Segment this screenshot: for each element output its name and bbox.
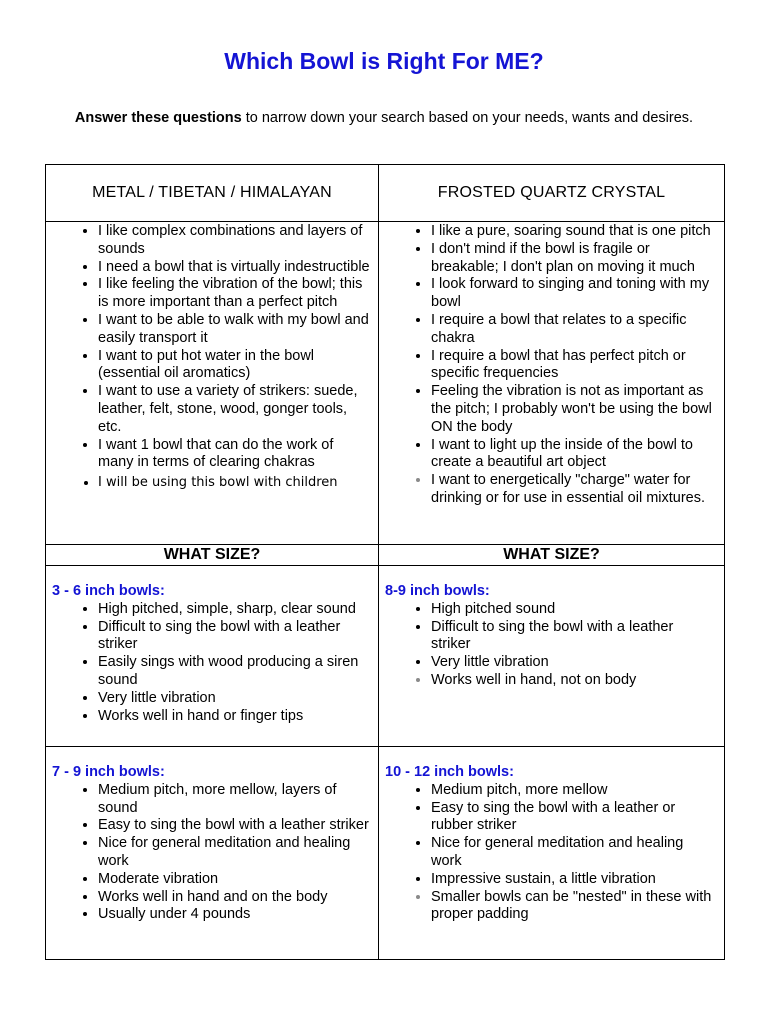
- right-traits-list: [379, 222, 724, 508]
- intro-rest: to narrow down your search based on your needs, wants and desires.: [241, 110, 694, 126]
- left-size-header: WHAT SIZE?: [46, 545, 379, 566]
- size-cell-3-6: [46, 566, 379, 747]
- comparison-table: [45, 164, 725, 960]
- list-item: • Nice for general meditation and healing work: [431, 835, 716, 871]
- size-title: 7 - 9 inch bowls:: [52, 764, 165, 780]
- size-row-2: [46, 747, 725, 960]
- list-item: • I want to energetically "charge" water for drinking or for use in essential oil mixtures.: [431, 472, 716, 508]
- right-column-header: FROSTED QUARTZ CRYSTAL: [379, 165, 725, 222]
- list-item: • High pitched, simple, sharp, clear sound: [98, 601, 370, 619]
- list-item: • I want to use a variety of strikers: suede, leather, felt, stone, wood, gonger tools, etc.: [98, 383, 370, 436]
- list-item: • Easily sings with wood producing a siren sound: [98, 654, 370, 690]
- list-item: • Very little vibration: [431, 654, 716, 672]
- list-item: • I need a bowl that is virtually indestructible: [98, 259, 370, 277]
- list-item: • Feeling the vibration is not as important as the pitch; I probably won't be using the bowl ON the body: [431, 383, 716, 436]
- list-item: • Usually under 4 pounds: [98, 906, 370, 924]
- left-traits-cell: [46, 222, 379, 545]
- list-item: • I require a bowl that relates to a specific chakra: [431, 312, 716, 348]
- page-title: Which Bowl is Right For ME?: [224, 48, 544, 74]
- intro-text: [0, 110, 768, 126]
- list-item: • I want to be able to walk with my bowl and easily transport it: [98, 312, 370, 348]
- list-item: • Works well in hand and on the body: [98, 889, 370, 907]
- list-item: • Medium pitch, more mellow: [431, 782, 716, 800]
- size-list: [46, 601, 378, 726]
- list-item: • Smaller bowls can be "nested" in these with proper padding: [431, 889, 716, 925]
- list-item: • I want 1 bowl that can do the work of many in terms of clearing chakras: [98, 437, 370, 473]
- list-item: • High pitched sound: [431, 601, 716, 619]
- list-item: • Difficult to sing the bowl with a leather striker: [431, 619, 716, 655]
- list-item: • I like feeling the vibration of the bowl; this is more important than a perfect pitch: [98, 276, 370, 312]
- size-row-1: [46, 566, 725, 747]
- list-item: • I look forward to singing and toning with my bowl: [431, 276, 716, 312]
- right-traits-cell: [379, 222, 725, 545]
- size-cell-7-9: [46, 747, 379, 960]
- size-list: [379, 782, 724, 924]
- list-item: • Medium pitch, more mellow, layers of sound: [98, 782, 370, 818]
- list-item: • I like complex combinations and layers of sounds: [98, 223, 370, 259]
- size-list: [379, 601, 724, 690]
- list-item: • I will be using this bowl with children: [98, 474, 370, 492]
- list-item: • Impressive sustain, a little vibration: [431, 871, 716, 889]
- list-item: • Very little vibration: [98, 690, 370, 708]
- list-item: • Easy to sing the bowl with a leather striker: [98, 817, 370, 835]
- size-title: 10 - 12 inch bowls:: [385, 764, 514, 780]
- list-item: • I like a pure, soaring sound that is one pitch: [431, 223, 716, 241]
- list-item: • I require a bowl that has perfect pitch or specific frequencies: [431, 348, 716, 384]
- list-item: • Difficult to sing the bowl with a leather striker: [98, 619, 370, 655]
- left-column-header: METAL / TIBETAN / HIMALAYAN: [46, 165, 379, 222]
- left-traits-list: [46, 222, 378, 492]
- traits-row: [46, 222, 725, 545]
- size-cell-8-9: [379, 566, 725, 747]
- header-row: [46, 165, 725, 222]
- list-item: • Works well in hand, not on body: [431, 672, 716, 690]
- list-item: • I want to light up the inside of the bowl to create a beautiful art object: [431, 437, 716, 473]
- list-item: • Easy to sing the bowl with a leather or rubber striker: [431, 800, 716, 836]
- size-title: 8-9 inch bowls:: [385, 583, 490, 599]
- list-item: • Nice for general meditation and healing work: [98, 835, 370, 871]
- intro-bold: Answer these questions: [74, 110, 242, 126]
- size-title: 3 - 6 inch bowls:: [52, 583, 165, 599]
- size-list: [46, 782, 378, 924]
- right-size-header: WHAT SIZE?: [379, 545, 725, 566]
- list-item: • Works well in hand or finger tips: [98, 708, 370, 726]
- size-cell-10-12: [379, 747, 725, 960]
- list-item: • I don't mind if the bowl is fragile or breakable; I don't plan on moving it much: [431, 241, 716, 277]
- list-item: • Moderate vibration: [98, 871, 370, 889]
- list-item: • I want to put hot water in the bowl (essential oil aromatics): [98, 348, 370, 384]
- size-header-row: [46, 545, 725, 566]
